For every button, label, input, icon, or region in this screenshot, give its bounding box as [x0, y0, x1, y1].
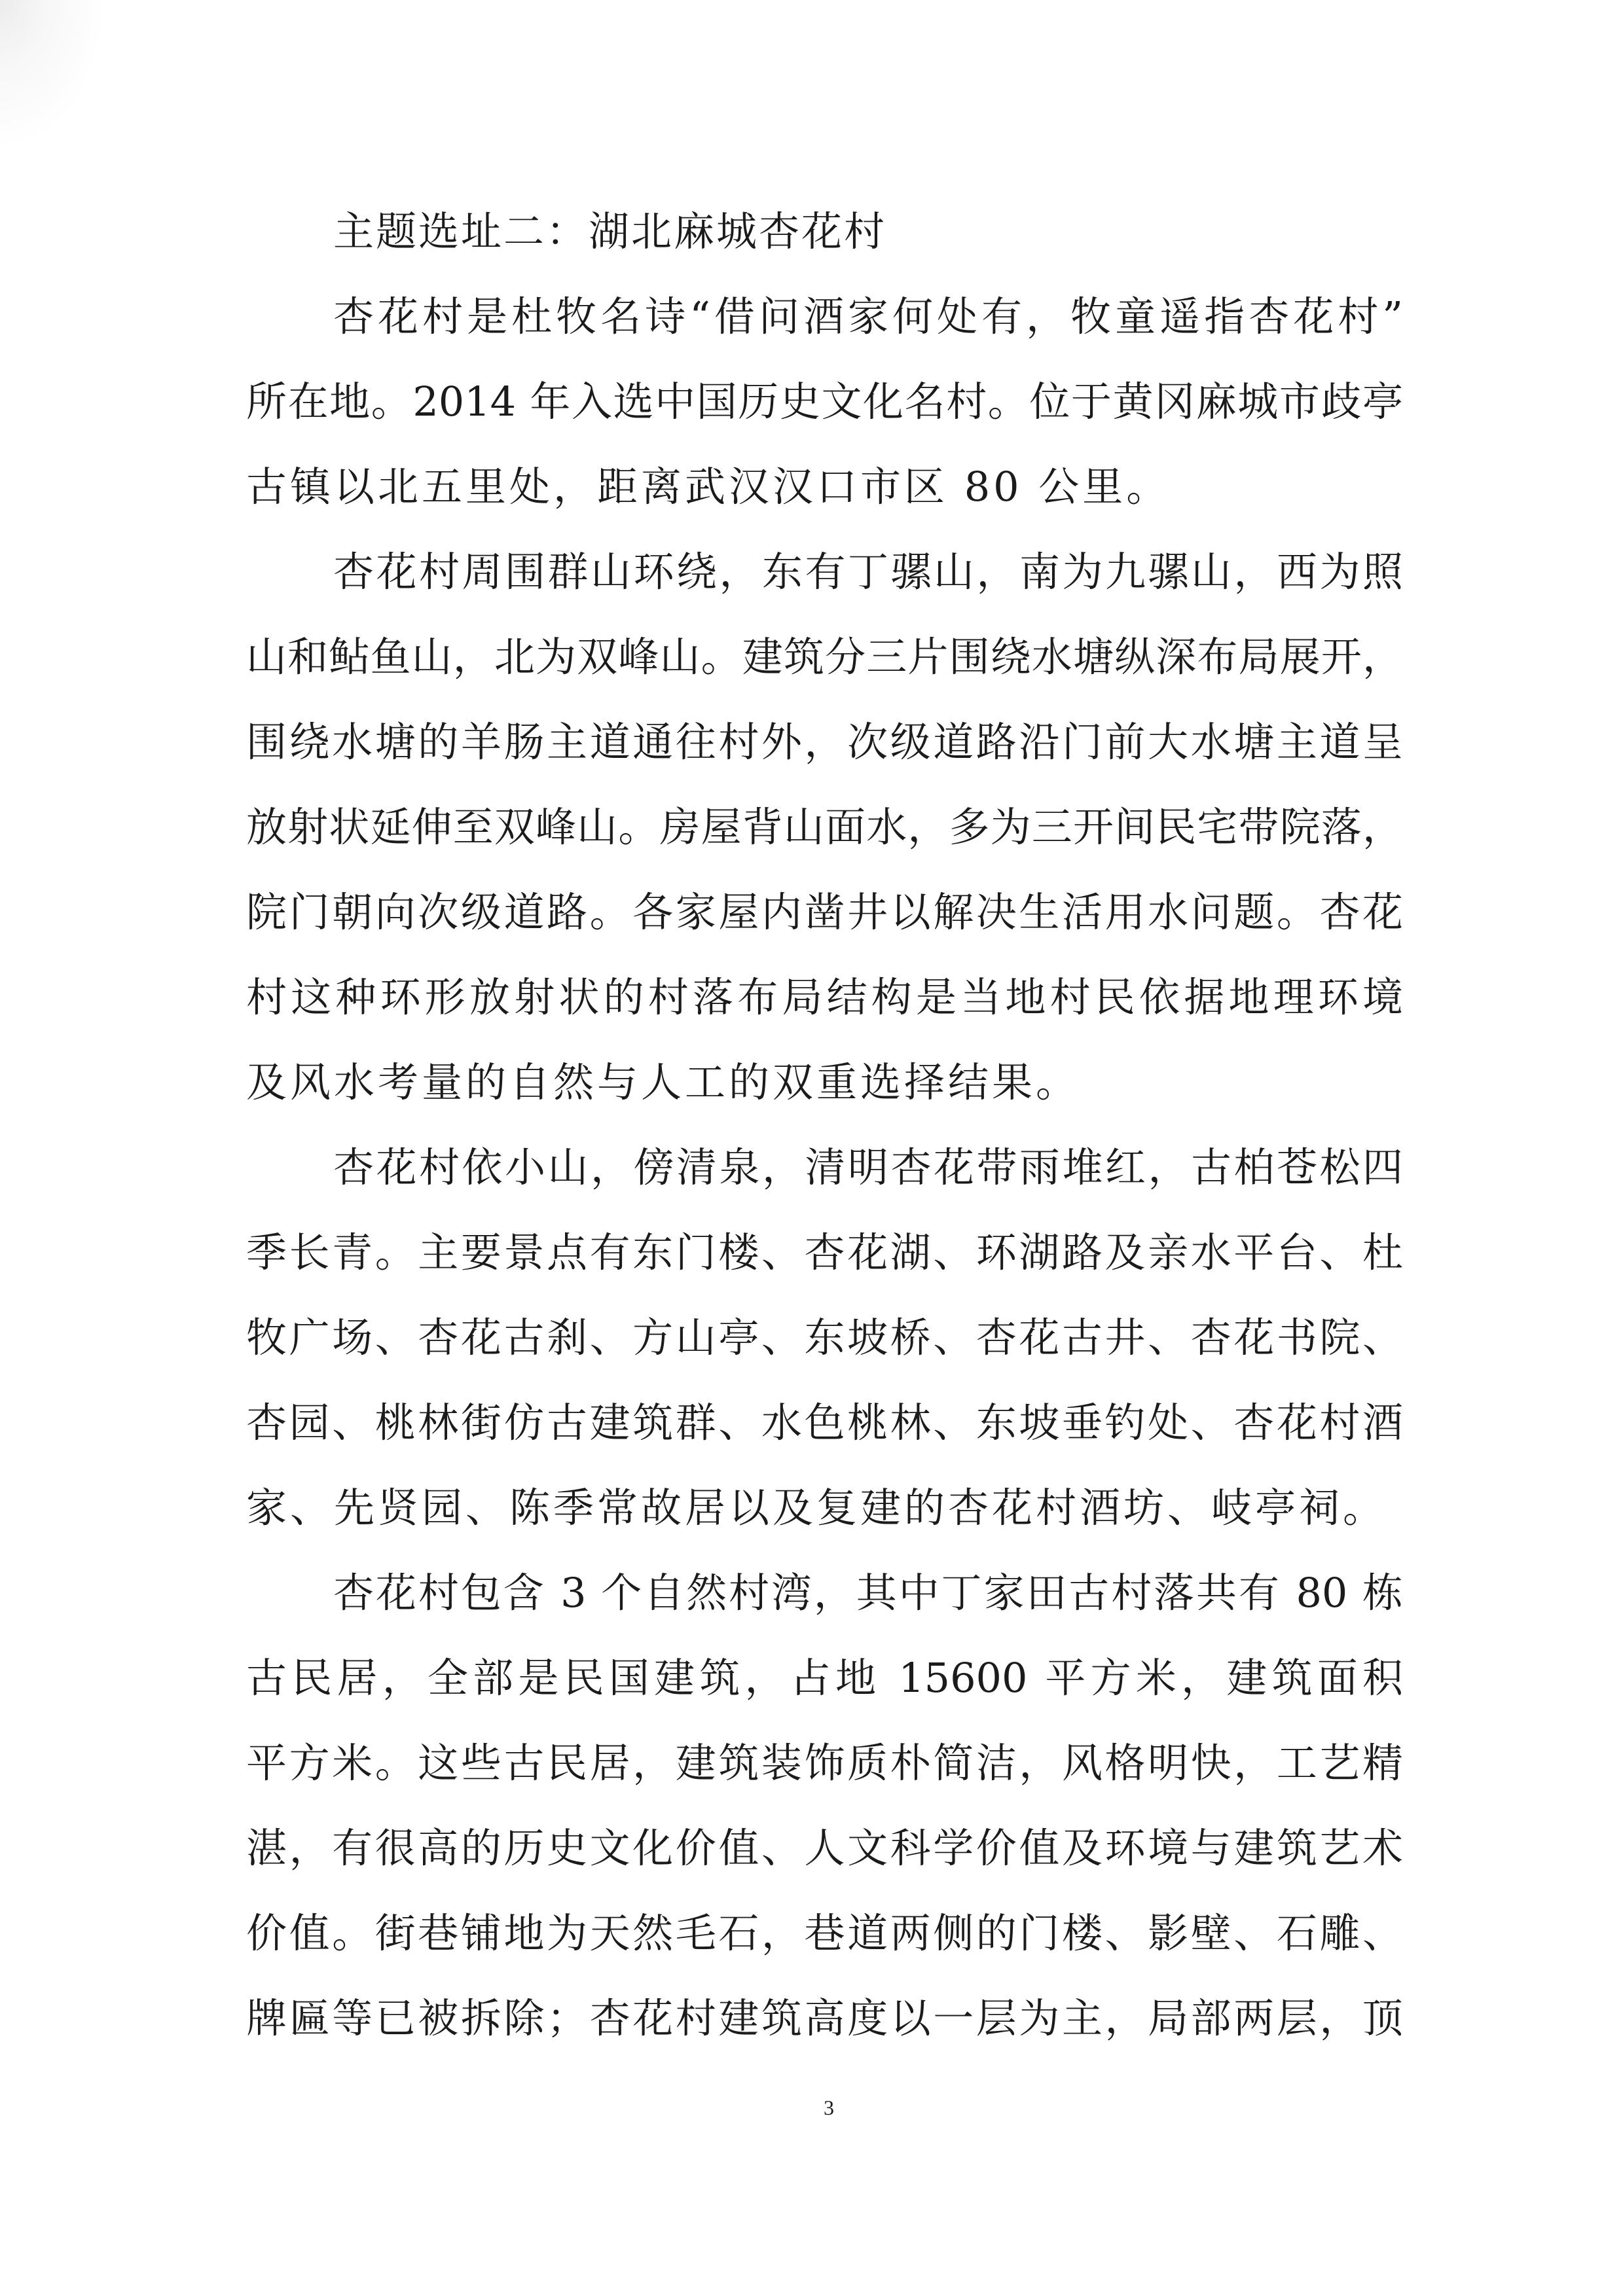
paragraph-line: 牌匾等已被拆除；杏花村建筑高度以一层为主，局部两层，顶 [246, 1994, 1403, 2042]
paragraph-4 [246, 1551, 1403, 2061]
section-heading: 主题选址二：湖北麻城杏花村 [333, 207, 887, 255]
paragraph-line: 所在地。2014 年入选中国历史文化名村。位于黄冈麻城市歧亭 [246, 378, 1403, 425]
paragraph-line: 杏花村周围群山环绕，东有丁骡山，南为九骡山，西为照 [333, 548, 1403, 596]
paragraph-line: 价值。街巷铺地为天然毛石，巷道两侧的门楼、影壁、石雕、 [246, 1909, 1403, 1957]
paragraph-line: 湛，有很高的历史文化价值、人文科学价值及环境与建筑艺术 [246, 1824, 1403, 1872]
paragraph-line: 牧广场、杏花古刹、方山亭、东坡桥、杏花古井、杏花书院、 [246, 1314, 1403, 1361]
paragraph-line: 院门朝向次级道路。各家屋内凿井以解决生活用水问题。杏花 [246, 888, 1403, 936]
page-number: 3 [824, 2096, 834, 2119]
paragraph-line: 季长青。主要景点有东门楼、杏花湖、环湖路及亲水平台、杜 [246, 1229, 1403, 1276]
paragraph-line: 杏花村依小山，傍清泉，清明杏花带雨堆红，古柏苍松四 [333, 1143, 1403, 1191]
paragraph-2 [246, 529, 1403, 1125]
paragraph-line: 山和鲇鱼山，北为双峰山。建筑分三片围绕水塘纵深布局展开， [246, 633, 1403, 681]
paragraph-line: 村这种环形放射状的村落布局结构是当地村民依据地理环境 [246, 973, 1403, 1021]
paragraph-1 [246, 274, 1403, 529]
paragraph-line: 平方米。这些古民居，建筑装饰质朴简洁，风格明快，工艺精 [246, 1739, 1403, 1787]
paragraph-line: 古民居，全部是民国建筑，占地 15600 平方米，建筑面积 [246, 1654, 1403, 1702]
body-text [246, 189, 1403, 2061]
paragraph-line: 杏园、桃林街仿古建筑群、水色桃林、东坡垂钓处、杏花村酒 [246, 1399, 1403, 1446]
paragraph-line: 围绕水塘的羊肠主道通往村外，次级道路沿门前大水塘主道呈 [246, 718, 1403, 766]
paragraph-line: 放射状延伸至双峰山。房屋背山面水，多为三开间民宅带院落， [246, 803, 1403, 851]
paragraph-line: 家、先贤园、陈季常故居以及复建的杏花村酒坊、岐亭祠。 [246, 1484, 1387, 1532]
paragraph-line: 及风水考量的自然与人工的双重选择结果。 [246, 1058, 1080, 1106]
paragraph-3 [246, 1125, 1403, 1551]
paragraph-line: 古镇以北五里处，距离武汉汉口市区 80 公里。 [246, 463, 1171, 511]
paragraph-line: 杏花村是杜牧名诗“借问酒家何处有，牧童遥指杏花村” [333, 293, 1403, 340]
paragraph-line: 杏花村包含 3 个自然村湾，其中丁家田古村落共有 80 栋 [333, 1569, 1403, 1617]
